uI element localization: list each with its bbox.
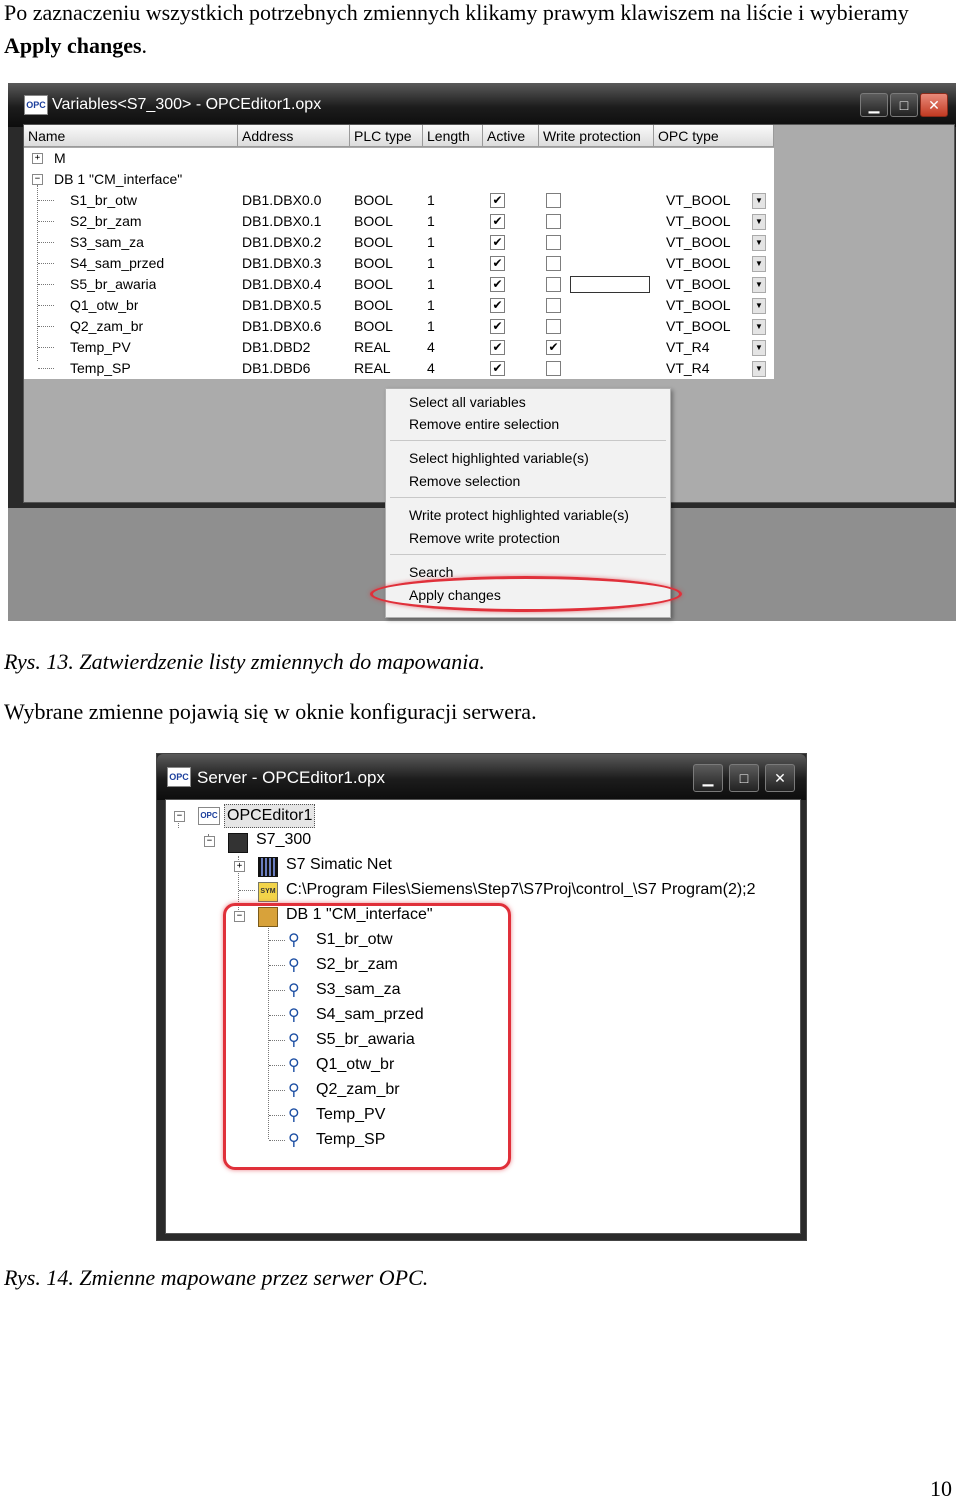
cell-opc-type: VT_BOOL <box>666 234 731 250</box>
tree-connector <box>38 326 54 327</box>
table-row[interactable] <box>24 190 774 211</box>
col-header-opc-type[interactable]: OPC type <box>654 125 774 147</box>
cell-length: 1 <box>427 255 435 271</box>
server-window-title: Server - OPCEditor1.opx <box>197 768 386 787</box>
intro-bold: Apply changes <box>4 33 142 58</box>
server-titlebar <box>157 754 806 800</box>
active-checkbox[interactable]: ✔ <box>490 193 505 208</box>
menu-separator <box>390 497 666 498</box>
close-button[interactable]: ✕ <box>920 93 948 117</box>
figure1-screenshot <box>8 83 956 621</box>
cell-address: DB1.DBX0.4 <box>242 276 322 292</box>
cell-name: S4_sam_przed <box>70 255 165 271</box>
opc-app-icon: OPC <box>24 95 48 115</box>
write-protection-checkbox[interactable] <box>546 319 561 334</box>
col-header-address[interactable]: Address <box>238 125 350 147</box>
cell-edit-box[interactable] <box>570 276 650 293</box>
variable-pin-icon: ⚲ <box>288 1080 300 1099</box>
cell-name: Temp_SP <box>70 360 131 376</box>
variable-pin-icon: ⚲ <box>288 930 300 949</box>
cell-name: Q2_zam_br <box>70 318 144 334</box>
cell-length: 4 <box>427 360 435 376</box>
menu-select-highlighted[interactable]: Select highlighted variable(s) <box>409 450 589 466</box>
tree-label-m: M <box>54 150 66 166</box>
minimize-button[interactable]: ▁ <box>693 764 723 792</box>
figure2-screenshot <box>156 753 807 1241</box>
menu-apply-changes[interactable]: Apply changes <box>409 587 501 603</box>
tree-connector <box>38 221 54 222</box>
col-header-plc-type[interactable]: PLC type <box>350 125 423 147</box>
caption-figure-13: Rys. 13. Zatwierdzenie listy zmiennych do mapowania. <box>4 649 485 674</box>
intro-text: Po zaznaczeniu wszystkich potrzebnych zmiennych klikamy prawym klawiszem na liście i wybieramy <box>4 0 909 25</box>
paragraph-2: Wybrane zmienne pojawią się w oknie konfiguracji serwera. <box>4 699 537 724</box>
dropdown-arrow-icon[interactable]: ▼ <box>752 340 766 356</box>
tree-row-db[interactable] <box>24 169 774 190</box>
expand-icon[interactable]: + <box>32 153 43 164</box>
cell-length: 1 <box>427 318 435 334</box>
dropdown-arrow-icon[interactable]: ▼ <box>752 319 766 335</box>
cell-opc-type: VT_BOOL <box>666 318 731 334</box>
cell-address: DB1.DBD2 <box>242 339 311 355</box>
collapse-icon[interactable]: − <box>32 174 43 185</box>
maximize-button[interactable]: □ <box>729 764 759 792</box>
table-row[interactable] <box>24 295 774 316</box>
close-button[interactable]: ✕ <box>765 764 795 792</box>
tree-connector <box>38 368 54 369</box>
cell-address: DB1.DBX0.5 <box>242 297 322 313</box>
table-row[interactable] <box>24 253 774 274</box>
menu-write-protect[interactable]: Write protect highlighted variable(s) <box>409 507 629 523</box>
tree-node-path[interactable]: C:\Program Files\Siemens\Step7\S7Proj\control_\S7 Program(2);2 <box>286 881 756 898</box>
menu-separator <box>390 440 666 441</box>
cell-name: Temp_PV <box>70 339 131 355</box>
variable-pin-icon: ⚲ <box>288 1130 300 1149</box>
cell-opc-type: VT_R4 <box>666 360 710 376</box>
network-icon <box>258 857 278 877</box>
active-checkbox[interactable]: ✔ <box>490 277 505 292</box>
cell-opc-type: VT_BOOL <box>666 297 731 313</box>
tree-node-variable[interactable]: S1_br_otw <box>316 931 393 948</box>
menu-search[interactable]: Search <box>409 564 454 580</box>
dropdown-arrow-icon[interactable]: ▼ <box>752 361 766 377</box>
caption-figure-14: Rys. 14. Zmienne mapowane przez serwer OPC. <box>4 1265 429 1290</box>
cell-name: S5_br_awaria <box>70 276 157 292</box>
cell-name: S2_br_zam <box>70 213 142 229</box>
menu-remove-write-protection[interactable]: Remove write protection <box>409 530 560 546</box>
write-protection-checkbox[interactable] <box>546 256 561 271</box>
table-row[interactable] <box>24 316 774 337</box>
dropdown-arrow-icon[interactable]: ▼ <box>752 193 766 209</box>
cell-name: S3_sam_za <box>70 234 144 250</box>
variables-titlebar <box>8 83 956 127</box>
cell-address: DB1.DBX0.1 <box>242 213 322 229</box>
tree-node-variable[interactable]: Temp_PV <box>316 1106 386 1123</box>
active-checkbox[interactable]: ✔ <box>490 235 505 250</box>
cell-plc-type: BOOL <box>354 234 393 250</box>
tree-connector <box>38 263 54 264</box>
write-protection-checkbox[interactable] <box>546 193 561 208</box>
tree-node-plc[interactable]: S7_300 <box>256 831 312 848</box>
cell-plc-type: BOOL <box>354 276 393 292</box>
dropdown-arrow-icon[interactable]: ▼ <box>752 256 766 272</box>
table-row[interactable] <box>24 274 774 295</box>
cell-name: Q1_otw_br <box>70 297 139 313</box>
minimize-button[interactable]: ▁ <box>860 93 888 117</box>
cell-length: 4 <box>427 339 435 355</box>
cell-plc-type: BOOL <box>354 297 393 313</box>
variable-pin-icon: ⚲ <box>288 1005 300 1024</box>
tree-row-m[interactable] <box>24 148 774 169</box>
tree-node-variable[interactable]: S2_br_zam <box>316 956 398 973</box>
plc-icon <box>228 833 248 853</box>
cell-plc-type: BOOL <box>354 255 393 271</box>
cell-length: 1 <box>427 276 435 292</box>
col-header-length[interactable]: Length <box>423 125 483 147</box>
active-checkbox[interactable]: ✔ <box>490 298 505 313</box>
col-header-active[interactable]: Active <box>483 125 539 147</box>
tree-connector <box>38 347 54 348</box>
tree-node-variable[interactable]: Temp_SP <box>316 1131 386 1148</box>
dropdown-arrow-icon[interactable]: ▼ <box>752 235 766 251</box>
tree-node-variable[interactable]: Q2_zam_br <box>316 1081 400 1098</box>
page-number: 10 <box>930 1476 952 1501</box>
opc-app-icon: OPC <box>167 767 191 787</box>
tree-connector <box>38 242 54 243</box>
tree-node-variable[interactable]: Q1_otw_br <box>316 1056 395 1073</box>
write-protection-checkbox[interactable] <box>546 277 561 292</box>
active-checkbox[interactable]: ✔ <box>490 256 505 271</box>
write-protection-checkbox[interactable]: ✔ <box>546 340 561 355</box>
col-header-write-protection[interactable]: Write protection <box>539 125 654 147</box>
variables-window-title: Variables<S7_300> - OPCEditor1.opx <box>52 96 322 113</box>
tree-node-variable[interactable]: S5_br_awaria <box>316 1031 415 1048</box>
cell-plc-type: BOOL <box>354 213 393 229</box>
menu-select-all[interactable]: Select all variables <box>409 394 526 410</box>
variable-pin-icon: ⚲ <box>288 980 300 999</box>
dropdown-arrow-icon[interactable]: ▼ <box>752 214 766 230</box>
cell-opc-type: VT_BOOL <box>666 276 731 292</box>
cell-name: S1_br_otw <box>70 192 137 208</box>
opc-node-icon: OPC <box>198 807 220 825</box>
cell-length: 1 <box>427 213 435 229</box>
intro-after: . <box>141 33 148 58</box>
active-checkbox[interactable]: ✔ <box>490 340 505 355</box>
tree-node-root[interactable]: OPCEditor1 <box>224 804 315 828</box>
cell-address: DB1.DBD6 <box>242 360 311 376</box>
maximize-button[interactable]: □ <box>890 93 918 117</box>
intro-paragraph <box>4 0 954 62</box>
dropdown-arrow-icon[interactable]: ▼ <box>752 277 766 293</box>
collapse-icon[interactable]: − <box>174 811 185 822</box>
tree-node-variable[interactable]: S4_sam_przed <box>316 1006 424 1023</box>
collapse-icon[interactable]: − <box>204 836 215 847</box>
write-protection-checkbox[interactable] <box>546 298 561 313</box>
cell-opc-type: VT_BOOL <box>666 255 731 271</box>
table-row[interactable] <box>24 337 774 358</box>
tree-connector <box>38 305 54 306</box>
col-header-name[interactable]: Name <box>24 125 238 147</box>
cell-plc-type: REAL <box>354 360 391 376</box>
menu-remove-selection[interactable]: Remove selection <box>409 473 521 489</box>
cell-length: 1 <box>427 297 435 313</box>
tree-node-db[interactable]: DB 1 "CM_interface" <box>286 906 433 923</box>
cell-plc-type: BOOL <box>354 192 393 208</box>
expand-icon[interactable]: + <box>234 861 245 872</box>
tree-connector <box>239 890 255 891</box>
cell-address: DB1.DBX0.2 <box>242 234 322 250</box>
collapse-icon[interactable]: − <box>234 911 245 922</box>
variables-table <box>24 125 774 380</box>
cell-address: DB1.DBX0.0 <box>242 192 322 208</box>
variable-pin-icon: ⚲ <box>288 1030 300 1049</box>
table-row[interactable] <box>24 358 774 379</box>
table-row[interactable] <box>24 232 774 253</box>
active-checkbox[interactable]: ✔ <box>490 361 505 376</box>
tree-node-net[interactable]: S7 Simatic Net <box>286 856 392 873</box>
cell-plc-type: BOOL <box>354 318 393 334</box>
write-protection-checkbox[interactable] <box>546 361 561 376</box>
write-protection-checkbox[interactable] <box>546 214 561 229</box>
sym-icon: SYM <box>258 882 278 902</box>
cell-opc-type: VT_R4 <box>666 339 710 355</box>
cell-opc-type: VT_BOOL <box>666 192 731 208</box>
variable-pin-icon: ⚲ <box>288 955 300 974</box>
tree-connector <box>38 284 54 285</box>
tree-label-db: DB 1 "CM_interface" <box>54 171 183 187</box>
cell-address: DB1.DBX0.3 <box>242 255 322 271</box>
table-row[interactable] <box>24 211 774 232</box>
variable-pin-icon: ⚲ <box>288 1105 300 1124</box>
dropdown-arrow-icon[interactable]: ▼ <box>752 298 766 314</box>
highlight-oval <box>370 576 682 612</box>
active-checkbox[interactable]: ✔ <box>490 214 505 229</box>
active-checkbox[interactable]: ✔ <box>490 319 505 334</box>
tree-node-variable[interactable]: S3_sam_za <box>316 981 401 998</box>
cell-length: 1 <box>427 192 435 208</box>
cell-opc-type: VT_BOOL <box>666 213 731 229</box>
write-protection-checkbox[interactable] <box>546 235 561 250</box>
cell-plc-type: REAL <box>354 339 391 355</box>
tree-connector <box>38 200 54 201</box>
tree-connector <box>37 185 38 361</box>
cell-address: DB1.DBX0.6 <box>242 318 322 334</box>
highlight-rectangle <box>223 903 511 1170</box>
menu-separator <box>390 554 666 555</box>
menu-remove-entire-selection[interactable]: Remove entire selection <box>409 416 560 432</box>
cell-length: 1 <box>427 234 435 250</box>
variable-pin-icon: ⚲ <box>288 1055 300 1074</box>
